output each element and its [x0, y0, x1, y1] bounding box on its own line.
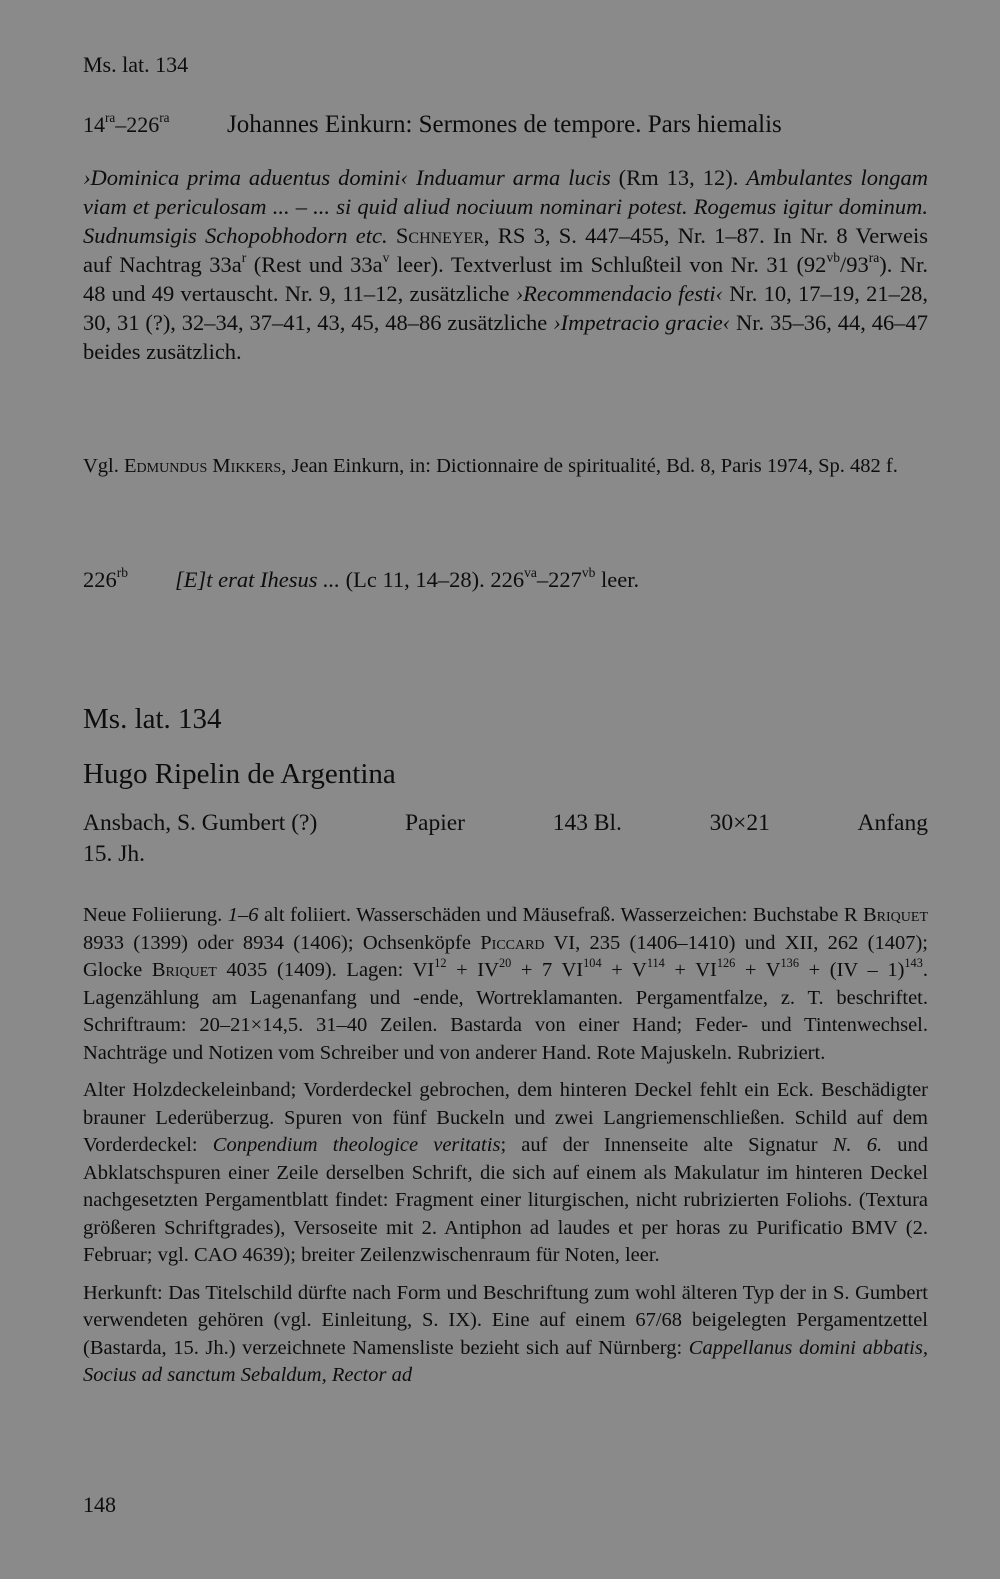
text-span: Alter Holzdeckeleinband; Vorderdeckel gebrochen, dem hinteren Deckel fehlt ein Eck. Beschädigter brauner Lederüberzug. Spuren von fünf Buckeln und zwei Langriemenschließen. Schild auf dem Vorderdeckel:: [83, 1079, 928, 1156]
page-number: 148: [83, 1492, 116, 1517]
manuscript-meta: [83, 808, 928, 870]
text-span: /93: [839, 252, 869, 277]
running-head: Ms. lat. 134: [83, 52, 189, 77]
italic-text: N. 6.: [832, 1134, 883, 1156]
entry-226: [83, 565, 923, 594]
author-citation: Briquet: [151, 959, 217, 981]
meta-material: Papier: [404, 810, 466, 836]
text-span: Vgl.: [83, 455, 124, 477]
text-span: Nr. 35–36, 44, 46–47 beides zusätzlich.: [83, 310, 928, 364]
meta-date-start: Anfang: [857, 810, 928, 836]
superscript: vb: [826, 250, 840, 266]
entry-heading: [83, 110, 923, 139]
rubric-text: ›Impetracio gracie‹: [553, 310, 731, 335]
manuscript-heading: Ms. lat. 134: [83, 703, 222, 735]
folio-label: $226^{rb}$: [83, 565, 128, 592]
text-span: 8933 (1399) oder 8934 (1406); Ochsenköpfe: [83, 931, 481, 954]
reference-note: [83, 453, 928, 481]
superscript: 136: [780, 955, 799, 970]
text-span: 4035 (1409). Lagen: VI: [216, 959, 435, 981]
superscript: 126: [716, 955, 736, 970]
author-citation: Schneyer,: [395, 223, 490, 248]
italic-text: Cappellanus domini abbatis, Socius ad sanctum Sebaldum, Rector ad: [83, 1336, 928, 1386]
superscript: 104: [583, 955, 602, 970]
incipit-rubric: ›Dominica prima aduentus domini‹ Induamur arma lucis: [83, 165, 611, 190]
text-span: Herkunft: Das Titelschild dürfte nach Form und Beschriftung zum wohl älteren Typ der in S. Gumbert verwendeten gehören (vgl. Einleitung, S. IX). Eine auf einem 67/68 beigelegten Pergamentzettel (Bastarda, 15. Jh.) verzeichnete Namensliste bezieht sich auf Nürnberg:: [83, 1281, 928, 1359]
text-span: + (IV – 1): [798, 959, 905, 981]
text-span: + VI: [664, 959, 717, 981]
text-span: ). Nr. 48 und 49 vertauscht. Nr. 9, 11–12, zusätzliche: [83, 252, 928, 306]
text-span: + IV: [446, 959, 499, 981]
text-span: + V: [601, 959, 647, 981]
author-citation: Edmundus Mikkers,: [124, 455, 287, 477]
text-span: Nr. 10, 17–19, 21–28, 30, 31 (?), 32–34, 37–41, 43, 45, 48–86 zusätzliche: [83, 281, 929, 335]
meta-date: 15. Jh.: [83, 841, 146, 867]
text-span: RS 3, S. 447–455, Nr. 1–87. In Nr. 8 Verweis auf Nachtrag 33a: [83, 223, 929, 277]
superscript: 12: [434, 955, 447, 970]
text-span: + V: [735, 959, 781, 981]
codicology-section: [83, 902, 928, 1390]
entry-description: [83, 163, 928, 366]
text-span: ; auf der Innenseite alte Signatur: [500, 1134, 833, 1156]
italic-text: Conpendium theologice veritatis: [212, 1134, 501, 1156]
superscript: r: [241, 250, 247, 266]
text-span: Jean Einkurn, in: Dictionnaire de spiritualité, Bd. 8, Paris 1974, Sp. 482 f.: [286, 455, 898, 477]
text-span: Neue Foliierung.: [83, 904, 228, 926]
superscript: 143: [904, 955, 923, 970]
codicology-paragraph-3: [83, 1280, 928, 1390]
text-span: (Rest und 33a: [246, 252, 383, 277]
text-span: und Abklatschspuren einer Zeile derselben Schrift, die sich auf einem als Makulatur im hinteren Deckel nachgesetzten Pergamentblatt findet: Fragment einer liturgischen, nicht rubrizierten Foliohs. (Textura größeren Schriftgrades), Versoseite mit 2. Antiphon ad laudes et per horas zu Purificatio BMV (2. Februar; vgl. CAO 4639); breiter Zeilenzwischenraum für Noten, leer.: [83, 1134, 929, 1266]
vgl-paragraph: [83, 453, 928, 481]
text-span: leer). Textverlust im Schlußteil von Nr. 31 (92: [389, 252, 827, 277]
description-paragraph: [83, 163, 928, 366]
text-span: + 7 VI: [511, 959, 584, 981]
meta-format: 30×21: [709, 810, 770, 836]
meta-row: [83, 808, 928, 839]
text-span: alt foliiert. Wasserschäden und Mäusefraß. Wasserzeichen: Buchstabe R: [258, 904, 863, 926]
folio-range: $14^{ra}-226^{ra}$: [83, 110, 170, 137]
manuscript-author: Hugo Ripelin de Argentina: [83, 758, 396, 790]
incipit-text: [E]t erat Ihesus ...: [175, 567, 340, 592]
superscript: ra: [868, 250, 880, 266]
author-citation: Briquet: [863, 904, 928, 926]
codicology-paragraph-1: [83, 902, 928, 1067]
meta-leaves: 143 Bl.: [552, 810, 622, 836]
codicology-paragraph-2: [83, 1077, 928, 1270]
superscript: 20: [498, 955, 512, 970]
incipit-text: Ambulantes longam viam et periculosam ... – ... si quid aliud nociuum nominari potest. Rogemus igitur dominum. Sudnumsigis Schopobhodorn etc.: [83, 165, 928, 248]
text-span: VI, 235 (1406–1410) und XII, 262 (1407); Glocke: [83, 931, 928, 981]
entry-text: (Lc 11, 14–28). $226^{va}-227^{vb}$ leer.: [340, 565, 640, 592]
meta-origin: Ansbach, S. Gumbert (?): [83, 810, 318, 836]
entry-title: Johannes Einkurn: Sermones de tempore. Pars hiemalis: [227, 111, 782, 138]
superscript: v: [382, 250, 390, 266]
author-citation: Piccard: [480, 931, 545, 954]
text-span: . Lagenzählung am Lagenanfang und -ende, Wortreklamanten. Pergamentfalze, z. T. beschriftet. Schriftraum: 20–21×14,5. 31–40 Zeilen. Bastarda von einer Hand; Feder- und Tintenwechsel. Nachträge und Notizen vom Schreiber und von anderer Hand. Rote Majuskeln. Rubriziert.: [83, 959, 928, 1064]
superscript: 114: [646, 955, 665, 970]
rubric-text: ›Recommendacio festi‹: [515, 281, 724, 306]
italic-text: 1–6: [227, 904, 259, 926]
text-span: (Rm 13, 12).: [610, 165, 747, 190]
